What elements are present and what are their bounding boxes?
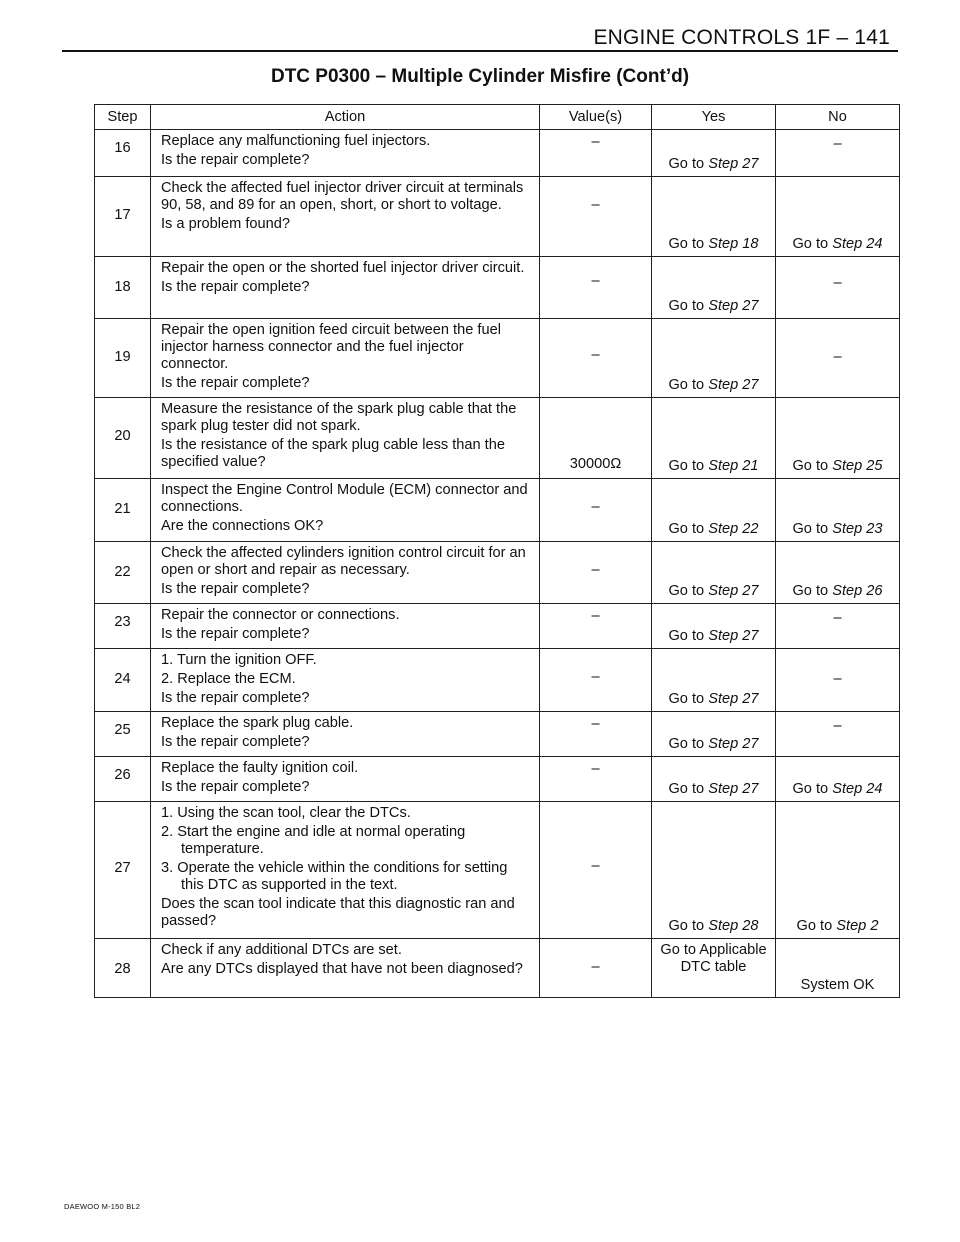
value-cell [540,802,652,939]
no-cell [776,802,900,939]
no-goto [833,718,841,734]
column-header-no: No [776,105,900,130]
diagnostic-table [94,104,900,998]
yes-goto [668,236,758,252]
action-line: Repair the connector or connections. [161,607,400,623]
table-row [95,130,900,177]
no-goto-target: – [833,610,842,626]
yes-goto-target: Step 27 [708,156,759,172]
no-goto [833,671,841,687]
step-number: 19 [114,349,131,365]
no-goto-text: Go to [792,583,829,599]
yes-goto-text: Go to [668,918,705,934]
no-cell [776,479,900,542]
yes-cell [652,757,776,802]
no-goto-text: Go to [792,236,829,252]
action-line: 3. Operate the vehicle within the conditions for setting this DTC as supported in the text. [161,860,508,893]
action-line: Is the repair complete? [161,152,310,168]
action-line: Repair the open or the shorted fuel injector driver circuit. [161,260,525,276]
table-row [95,604,900,649]
yes-goto-target: Step 27 [708,736,759,752]
no-goto [792,521,882,537]
yes-cell [652,939,776,998]
no-goto-target: Step 25 [832,458,883,474]
action-line: Replace the faulty ignition coil. [161,760,359,776]
value-text: – [591,347,600,363]
action-line: Is the repair complete? [161,626,310,642]
table-row [95,177,900,257]
table-row [95,479,900,542]
yes-goto [668,628,758,644]
no-goto-text: Go to [792,458,829,474]
no-cell [776,757,900,802]
value-text: – [591,197,600,213]
action-line: Replace any malfunctioning fuel injectors. [161,133,431,149]
step-number: 24 [114,671,131,687]
yes-goto-target: Step 27 [708,628,759,644]
table-header-row [95,105,900,130]
action-cell [151,649,540,712]
no-goto-text: System OK [800,977,875,993]
no-goto [792,583,882,599]
no-cell [776,130,900,177]
value-text: – [591,562,600,578]
value-text: – [591,858,600,874]
action-cell [151,319,540,398]
footer-code: DAEWOO M-150 BL2 [64,1202,141,1211]
yes-goto [668,918,758,934]
value-text: – [591,134,600,150]
action-line: Is a problem found? [161,216,290,232]
table-row [95,542,900,604]
yes-cell [652,649,776,712]
yes-goto-target: Step 21 [708,458,759,474]
value-text: – [591,499,600,515]
yes-goto-text: Go to [668,691,705,707]
action-line: Are the connections OK? [161,518,324,534]
step-number-cell [95,712,151,757]
action-cell [151,257,540,319]
action-cell [151,939,540,998]
step-number: 28 [114,961,131,977]
action-line: Measure the resistance of the spark plug cable that the spark plug tester did not spark. [161,401,517,434]
yes-goto-target: Step 27 [708,691,759,707]
action-line: 1. Using the scan tool, clear the DTCs. [161,805,411,821]
no-goto-target: Step 26 [832,583,883,599]
value-text: – [591,959,600,975]
yes-goto-text: Go to [668,781,705,797]
yes-goto-text: Go to [668,458,705,474]
value-cell [540,257,652,319]
action-line: Is the repair complete? [161,581,310,597]
action-line: Replace the spark plug cable. [161,715,354,731]
action-line: Is the repair complete? [161,690,310,706]
no-goto-target: Step 23 [832,521,883,537]
no-goto [797,918,879,934]
no-goto-text: Go to [792,521,829,537]
yes-goto [668,736,758,752]
step-number-cell [95,604,151,649]
action-line: 2. Start the engine and idle at normal operating temperature. [161,824,466,857]
yes-goto [668,583,758,599]
table-row [95,757,900,802]
header-rule [62,50,898,52]
no-goto-target: – [833,718,842,734]
action-line: Repair the open ignition feed circuit between the fuel injector harness connector and the fuel injector connector. [161,322,501,372]
yes-goto-target: Step 22 [708,521,759,537]
action-line: Check the affected fuel injector driver circuit at terminals 90, 58, and 89 for an open, short, or short to voltage. [161,180,524,213]
no-goto-target: – [833,275,842,291]
yes-cell [652,542,776,604]
yes-goto-text: Go to [668,583,705,599]
value-text: – [591,608,600,624]
yes-cell [652,712,776,757]
yes-goto-text: Go to [668,521,705,537]
step-number: 21 [114,501,131,517]
yes-cell [652,398,776,479]
yes-goto [668,156,758,172]
no-cell [776,712,900,757]
no-cell [776,939,900,998]
no-cell [776,604,900,649]
table-row [95,398,900,479]
yes-goto-target: Step 27 [708,781,759,797]
yes-goto-text: Go to [668,236,705,252]
step-number-cell [95,542,151,604]
action-line: Check if any additional DTCs are set. [161,942,402,958]
action-line: Does the scan tool indicate that this diagnostic ran and passed? [161,896,515,929]
value-text: – [591,669,600,685]
value-cell [540,712,652,757]
action-cell [151,398,540,479]
step-number: 17 [114,207,131,223]
action-line: Inspect the Engine Control Module (ECM) connector and connections. [161,482,528,515]
value-text: – [591,716,600,732]
action-line: Is the repair complete? [161,279,310,295]
yes-goto-text: Go to [668,736,705,752]
no-goto [792,458,882,474]
value-text: – [591,761,600,777]
value-cell [540,542,652,604]
step-number-cell [95,177,151,257]
yes-goto-target: Step 27 [708,298,759,314]
yes-cell [652,177,776,257]
yes-cell [652,802,776,939]
action-line: Is the repair complete? [161,734,310,750]
page-title: DTC P0300 – Multiple Cylinder Misfire (Cont’d) [270,66,690,87]
value-cell [540,130,652,177]
no-goto [792,236,882,252]
column-header-step: Step [95,105,151,130]
no-cell [776,257,900,319]
step-number: 16 [114,140,131,156]
step-number: 20 [114,428,131,444]
value-text: 30000Ω [569,456,622,472]
yes-goto [668,781,758,797]
value-text: – [591,273,600,289]
step-number: 18 [114,279,131,295]
step-number-cell [95,398,151,479]
action-cell [151,757,540,802]
yes-goto-target: Step 18 [708,236,759,252]
action-cell [151,604,540,649]
step-number-cell [95,257,151,319]
no-goto-target: Step 24 [832,781,883,797]
no-goto [833,136,841,152]
no-goto [833,349,841,365]
value-cell [540,177,652,257]
action-line: Is the repair complete? [161,779,310,795]
yes-goto [668,691,758,707]
yes-goto [660,942,766,975]
yes-goto-text: Go to [668,298,705,314]
no-cell [776,542,900,604]
action-cell [151,479,540,542]
table-row [95,319,900,398]
no-goto-target: – [833,136,842,152]
step-number-cell [95,757,151,802]
no-goto [792,781,882,797]
no-goto-target: – [833,349,842,365]
no-cell [776,649,900,712]
no-goto-text: Go to [792,781,829,797]
yes-goto-text: Go to [668,156,705,172]
yes-cell [652,319,776,398]
no-goto-target: – [833,671,842,687]
step-number: 23 [114,614,131,630]
value-cell [540,398,652,479]
yes-goto-target: Step 27 [708,377,759,393]
table-row [95,712,900,757]
action-line: 2. Replace the ECM. [161,671,296,687]
action-line: Check the affected cylinders ignition control circuit for an open or short and repair as necessary. [161,545,526,578]
yes-goto-target: Step 27 [708,583,759,599]
action-line: Is the repair complete? [161,375,310,391]
no-cell [776,177,900,257]
value-cell [540,757,652,802]
page-header: ENGINE CONTROLS 1F – 141 [593,26,890,49]
yes-goto [668,298,758,314]
action-cell [151,177,540,257]
action-cell [151,802,540,939]
step-number: 27 [114,860,131,876]
yes-goto-text: Go to Applicable DTC table [660,942,767,975]
no-goto [801,977,875,993]
table-row [95,649,900,712]
yes-cell [652,479,776,542]
yes-goto [668,521,758,537]
no-cell [776,319,900,398]
step-number-cell [95,479,151,542]
value-cell [540,649,652,712]
table-row [95,939,900,998]
no-goto [833,610,841,626]
column-header-values: Value(s) [540,105,652,130]
value-cell [540,479,652,542]
step-number: 25 [114,722,131,738]
yes-goto [668,458,758,474]
value-cell [540,319,652,398]
column-header-yes: Yes [652,105,776,130]
step-number-cell [95,939,151,998]
no-goto-target: Step 2 [836,918,879,934]
step-number: 22 [114,564,131,580]
yes-goto [668,377,758,393]
yes-goto-target: Step 28 [708,918,759,934]
value-cell [540,604,652,649]
step-number-cell [95,130,151,177]
step-number-cell [95,649,151,712]
action-cell [151,712,540,757]
action-cell [151,542,540,604]
no-goto-text: Go to [796,918,833,934]
yes-cell [652,257,776,319]
yes-cell [652,604,776,649]
action-cell [151,130,540,177]
table-row [95,802,900,939]
value-cell [540,939,652,998]
column-header-action: Action [151,105,540,130]
no-goto-target: Step 24 [832,236,883,252]
action-line: Is the resistance of the spark plug cable less than the specified value? [161,437,505,470]
no-cell [776,398,900,479]
yes-goto-text: Go to [668,377,705,393]
action-line: Are any DTCs displayed that have not been diagnosed? [161,961,523,977]
yes-cell [652,130,776,177]
no-goto [833,275,841,291]
table-row [95,257,900,319]
step-number-cell [95,802,151,939]
action-line: 1. Turn the ignition OFF. [161,652,317,668]
step-number-cell [95,319,151,398]
yes-goto-text: Go to [668,628,705,644]
step-number: 26 [114,767,131,783]
